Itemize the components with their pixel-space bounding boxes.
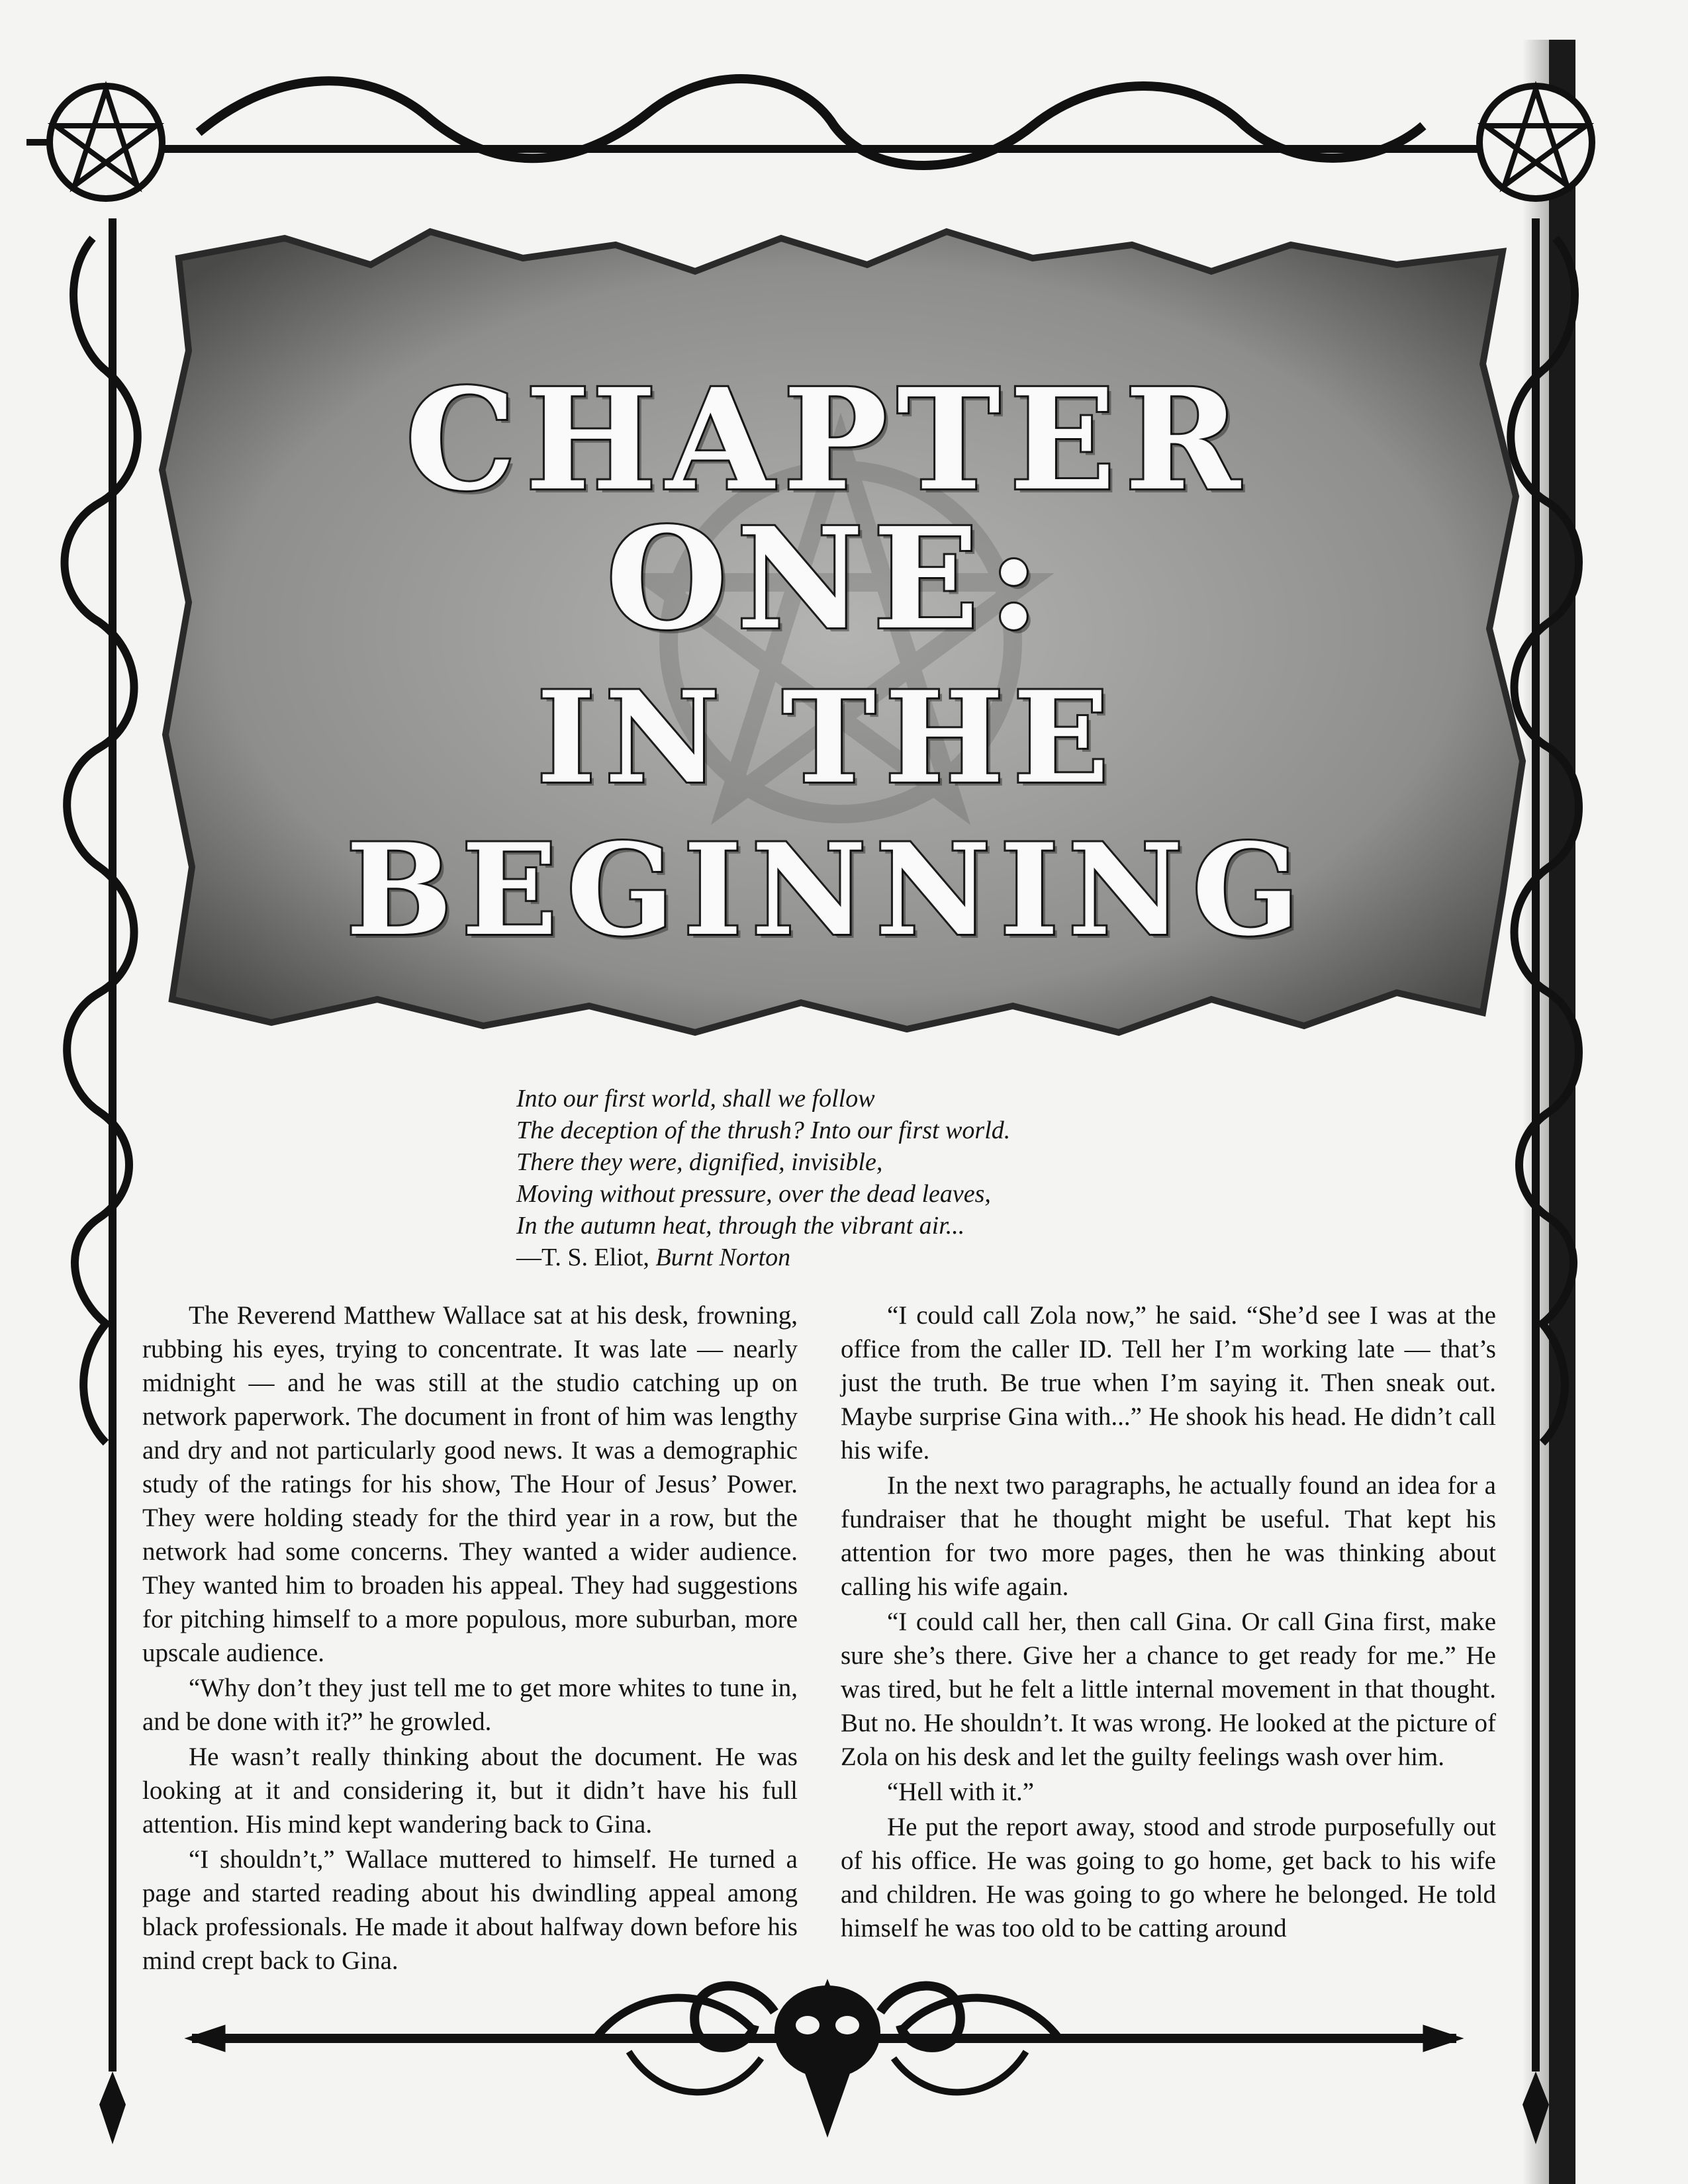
body-paragraph: “Hell with it.” [887, 1778, 1035, 1806]
epigraph [516, 1083, 1178, 1273]
body-paragraph: “Why don’t they just tell me to get more whites to tune in, and be done with it?” he growled. [142, 1674, 798, 1736]
attribution-work: Burnt Norton [655, 1244, 791, 1271]
epigraph-attribution [516, 1242, 1178, 1273]
chapter-title-line-2: IN THE [536, 664, 1119, 811]
left-border [65, 218, 138, 2071]
body-column-right [841, 1298, 1496, 1945]
chapter-title-line-3: BEGINNING [346, 816, 1309, 964]
epigraph-line: Into our first world, shall we follow [516, 1085, 875, 1113]
pentagram-top-left-icon [26, 86, 162, 199]
epigraph-line: In the autumn heat, through the vibrant air... [516, 1212, 965, 1240]
attribution-author: —T. S. Eliot, [516, 1244, 656, 1271]
body-paragraph: “I could call Zola now,” he said. “She’d see I was at the office from the caller ID. Tell her I’m working late — that’s just the truth. Be true when I’m saying it. Then sneak out. Maybe surprise Gina with...” He shook his head. He didn’t call his wife. [841, 1301, 1496, 1465]
epigraph-line: There they were, dignified, invisible, [516, 1148, 883, 1176]
ram-skull-ornament-icon [694, 1979, 961, 2138]
chapter-title [199, 358, 1456, 964]
top-border [99, 79, 1536, 165]
body-paragraph: He wasn’t really thinking about the document. He was looking at it and considering it, but it didn’t have his full attention. His mind kept wandering back to Gina. [142, 1743, 798, 1839]
bottom-left-finial-icon [99, 2071, 126, 2144]
body-paragraph: “I shouldn’t,” Wallace muttered to himself. He turned a page and started reading about his dwindling appeal among black professionals. He made it about halfway down before his mind crept back to Gina. [142, 1845, 798, 1975]
epigraph-line: Moving without pressure, over the dead leaves, [516, 1180, 991, 1208]
body-paragraph: In the next two paragraphs, he actually found an idea for a fundraiser that he thought might be useful. That kept his attention for two more pages, then he was thinking about calling his wife again. [841, 1471, 1496, 1601]
body-column-left [142, 1298, 798, 1978]
body-paragraph: He put the report away, stood and strode purposefully out of his office. He was going to go home, get back to his wife and children. He was going to go where he belonged. He told himself he was too old to be catting around [841, 1813, 1496, 1942]
chapter-title-line-1: CHAPTER ONE: [405, 358, 1250, 660]
pentagram-top-right-icon [1479, 86, 1592, 199]
epigraph-line: The deception of the thrush? Into our first world. [516, 1116, 1011, 1144]
bottom-right-finial-icon [1523, 2071, 1549, 2144]
body-paragraph: “I could call her, then call Gina. Or call Gina first, make sure she’s there. Give her a chance to get ready for me.” He was tired, but he felt a little internal movement in that thought. But no. He shouldn’t. It was wrong. He looked at the picture of Zola on his desk and let the guilty feelings wash over him. [841, 1608, 1496, 1771]
body-paragraph: The Reverend Matthew Wallace sat at his desk, frowning, rubbing his eyes, trying to concentrate. It was late — nearly midnight — and he was still at the studio catching up on network paperwork. The document in front of him was lengthy and dry and not particularly good news. It was a demographic study of the ratings for his show, The Hour of Jesus’ Power. They were holding steady for the third year in a row, but the network had some concerns. They wanted a wider audience. They wanted him to broaden his appeal. They had suggestions for pitching himself to a more populous, more suburban, more upscale audience. [142, 1301, 798, 1667]
